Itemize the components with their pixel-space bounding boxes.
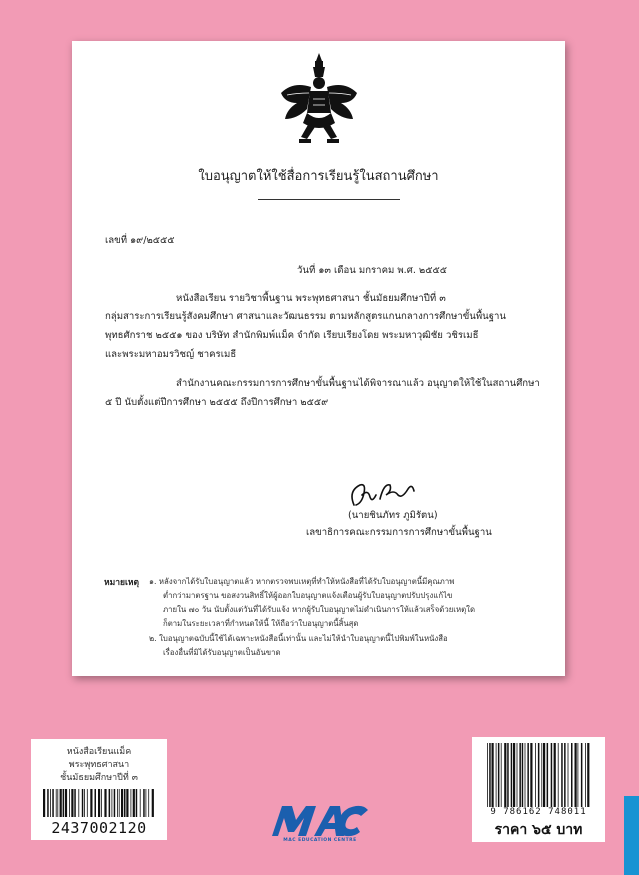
- barcode-bar: [538, 743, 540, 807]
- license-document: [72, 41, 565, 676]
- barcode-bar: [95, 789, 97, 817]
- barcode-bar: [501, 743, 502, 807]
- barcode-bar: [530, 743, 532, 807]
- barcode-bar: [133, 789, 135, 817]
- barcode-bar: [535, 743, 536, 807]
- barcode-bar: [585, 743, 586, 807]
- document-title: ใบอนุญาตให้ใช้สื่อการเรียนรู้ในสถานศึกษา: [198, 169, 439, 184]
- barcode-bar: [496, 743, 497, 807]
- barcode-bar: [71, 789, 73, 817]
- publisher-tagline: MAC EDUCATION CENTRE: [283, 838, 357, 843]
- barcode-bar: [131, 789, 132, 817]
- barcode-bar: [498, 743, 500, 807]
- barcode-bar: [541, 743, 542, 807]
- barcode-bar: [561, 743, 563, 807]
- barcode-bar: [558, 743, 559, 807]
- barcode-bar: [124, 789, 126, 817]
- barcode-bar: [90, 789, 92, 817]
- barcode-bar: [554, 743, 556, 807]
- barcode-bar: [104, 789, 106, 817]
- barcode-bar: [513, 743, 515, 807]
- barcode-bar: [511, 743, 513, 807]
- barcode-bar: [69, 789, 70, 817]
- book-subject: พระพุทธศาสนา: [68, 760, 130, 770]
- barcode-bar: [109, 789, 111, 817]
- barcode-bar: [578, 743, 579, 807]
- body-line: กลุ่มสาระการเรียนรู้สังคมศึกษา ศาสนาและวัฒนธรรม ตามหลักสูตรแกนกลางการศึกษาขั้นพื้นฐาน: [105, 311, 506, 322]
- note-line: ภายใน ๗๐ วัน นับตั้งแต่วันที่ได้รับแจ้ง หากผู้รับใบอนุญาตไม่ดำเนินการให้แล้วเสร็จด้วยเหตุใด: [163, 605, 476, 614]
- barcode-icon: [42, 789, 156, 817]
- book-series: หนังสือเรียนแม็ค: [66, 747, 132, 757]
- barcode-bar: [551, 743, 553, 807]
- title-divider: [258, 199, 400, 200]
- barcode-bar: [114, 789, 116, 817]
- isbn-number: 9 786162 748011: [490, 807, 587, 817]
- barcode-bar: [56, 789, 57, 817]
- barcode-bar: [564, 743, 566, 807]
- barcode-bar: [112, 789, 113, 817]
- barcode-bar: [60, 789, 62, 817]
- signer-title: เลขาธิการคณะกรรมการการศึกษาขั้นพื้นฐาน: [306, 527, 492, 538]
- barcode-bar: [507, 743, 509, 807]
- barcode-bar: [84, 789, 85, 817]
- barcode-bar: [587, 743, 589, 807]
- barcode-bar: [525, 743, 526, 807]
- publisher-logo: [270, 800, 370, 838]
- barcode-bar: [148, 789, 149, 817]
- barcode-bar: [65, 789, 67, 817]
- barcode-bar: [152, 789, 154, 817]
- body-line: พุทธศักราช ๒๕๕๑ ของ บริษัท สำนักพิมพ์แม็ค จำกัด เรียบเรียงโดย พระมหาวุฒิชัย วชิรเมธี: [105, 330, 479, 341]
- barcode-bar: [47, 789, 49, 817]
- barcode-bar: [571, 743, 573, 807]
- body-line: สำนักงานคณะกรรมการการศึกษาขั้นพื้นฐานได้พิจารณาแล้ว อนุญาตให้ใช้ในสถานศึกษา: [176, 378, 540, 389]
- book-label: [31, 739, 167, 840]
- garuda-emblem-icon: [277, 51, 362, 145]
- barcode-bar: [543, 743, 545, 807]
- barcode-bar: [522, 743, 524, 807]
- barcode-bar: [52, 789, 54, 817]
- handwritten-signature: [344, 479, 428, 509]
- spine-accent: [624, 796, 639, 875]
- barcode-bar: [504, 743, 506, 807]
- notes-label: หมายเหตุ: [104, 578, 139, 588]
- barcode-bar: [126, 789, 128, 817]
- barcode-bar: [575, 743, 577, 807]
- barcode-bar: [519, 743, 521, 807]
- body-line: ๕ ปี นับตั้งแต่ปีการศึกษา ๒๕๕๕ ถึงปีการศึกษา ๒๕๕๙: [105, 397, 329, 408]
- document-number: เลขที่ ๑๙/๒๕๕๕: [105, 235, 175, 246]
- barcode-bar: [78, 789, 79, 817]
- note-line: ๑. หลังจากได้รับใบอนุญาตแล้ว หากตรวจพบเหตุที่ทำให้หนังสือที่ได้รับใบอนุญาตนี้มีคุณภาพ: [149, 577, 455, 586]
- barcode-bar: [50, 789, 51, 817]
- mac-logo-icon: [270, 800, 370, 838]
- note-line: เรื่องอื่นที่มิได้รับอนุญาตเป็นอันขาด: [163, 648, 281, 657]
- barcode-bar: [581, 743, 583, 807]
- barcode-bar: [547, 743, 549, 807]
- barcode-bar: [136, 789, 138, 817]
- barcode-bar: [527, 743, 529, 807]
- barcode-bar: [117, 789, 118, 817]
- isbn-barcode-icon: [486, 743, 591, 807]
- book-level: ชั้นมัธยมศึกษาปีที่ ๓: [60, 773, 138, 783]
- barcode-bar: [82, 789, 84, 817]
- barcode-bar: [87, 789, 88, 817]
- barcode-bar: [57, 789, 58, 817]
- barcode-bar: [517, 743, 518, 807]
- note-line: ก็ตามในระยะเวลาที่กำหนดให้นี้ ให้ถือว่าใบอนุญาตนี้สิ้นสุด: [163, 619, 359, 628]
- body-line: และพระมหาอมรวิชญ์ ชาครเมธี: [105, 349, 237, 360]
- barcode-bar: [98, 789, 100, 817]
- signer-name: (นายชินภัทร ภูมิรัตน): [348, 510, 438, 521]
- barcode-bar: [119, 789, 120, 817]
- barcode-bar: [121, 789, 123, 817]
- barcode-bar: [487, 743, 488, 807]
- barcode-bar: [140, 789, 141, 817]
- note-line: ต่ำกว่ามาตรฐาน ขอสงวนสิทธิ์ให้ผู้ออกใบอนุญาตแจ้งเตือนผู้รับใบอนุญาตปรับปรุงแก้ไข: [163, 591, 453, 600]
- barcode-bar: [143, 789, 145, 817]
- barcode-bar: [101, 789, 102, 817]
- document-date: วันที่ ๑๓ เดือน มกราคม พ.ศ. ๒๕๕๕: [297, 265, 448, 276]
- note-line: ๒. ใบอนุญาตฉบับนี้ใช้ได้เฉพาะหนังสือนี้เท่านั้น และไม่ให้นำใบอนุญาตนี้ไปพิมพ์ในหนังสือ: [149, 634, 448, 643]
- barcode-bar: [146, 789, 147, 817]
- isbn-box: [472, 737, 605, 842]
- barcode-bar: [63, 789, 65, 817]
- barcode-bar: [74, 789, 76, 817]
- body-line: หนังสือเรียน รายวิชาพื้นฐาน พระพุทธศาสนา ชั้นมัธยมศึกษาปีที่ ๓: [176, 293, 446, 304]
- barcode-bar: [489, 743, 491, 807]
- barcode-bar: [568, 743, 569, 807]
- barcode-bar: [492, 743, 494, 807]
- barcode-bar: [43, 789, 45, 817]
- barcode-number: 2437002120: [51, 819, 147, 837]
- price: ราคา ๖๕ บาท: [494, 822, 583, 838]
